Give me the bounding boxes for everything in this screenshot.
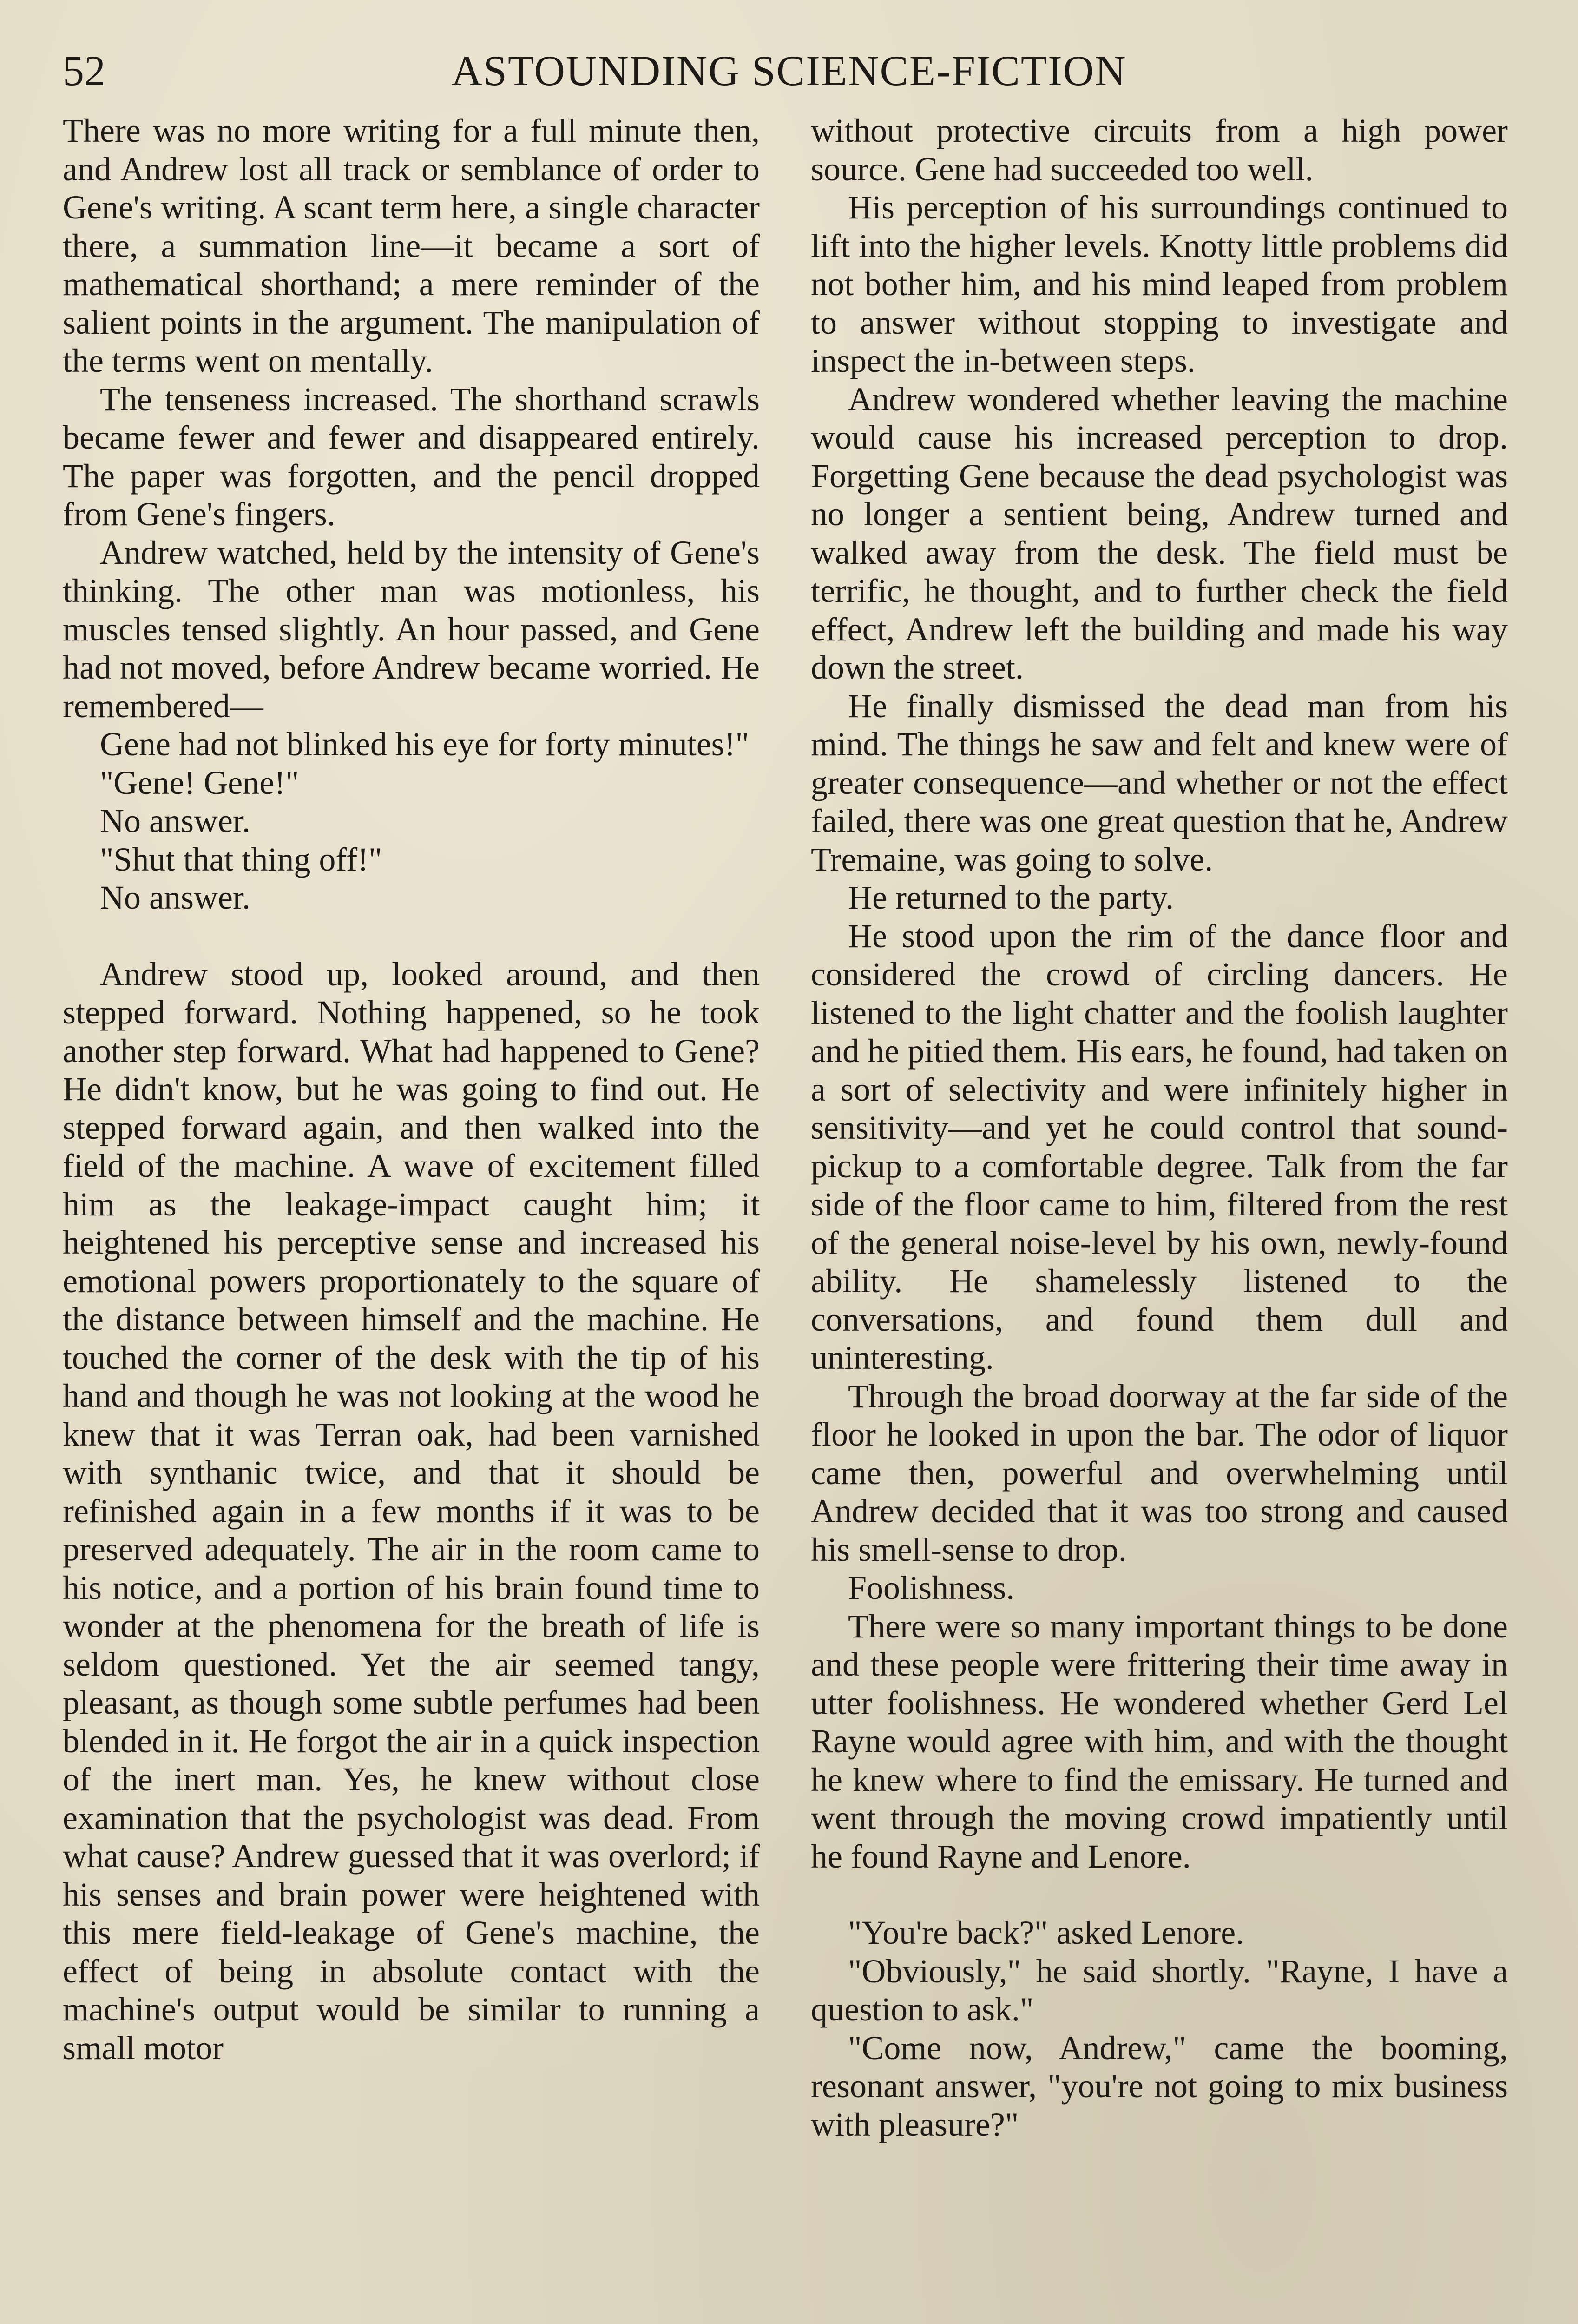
paragraph: "Obviously," he said shortly. "Rayne, I have a question to ask." xyxy=(811,1952,1508,2028)
left-column xyxy=(63,112,760,2067)
paragraph: No answer. xyxy=(100,802,250,839)
paragraph: His perception of his surroundings continued to lift into the higher levels. Knotty little problems did not bother him, and his mind leaped from problem to answer without stopping to investigate and inspect the in-between steps. xyxy=(811,189,1508,379)
paragraph: He returned to the party. xyxy=(848,879,1174,916)
paragraph: Through the broad doorway at the far side of the floor he looked in upon the bar. The odor of liquor came then, powerful and overwhelming until Andrew decided that it was too strong and caused his smell-sense to drop. xyxy=(811,1377,1508,1568)
paragraph: There was no more writing for a full minute then, and Andrew lost all track or semblance of order to Gene's writing. A scant term here, a single character there, a summation line—it became a sort of mathematical shorthand; a mere reminder of the salient points in the argument. The manipulation of the terms went on mentally. xyxy=(63,112,760,379)
paragraph: without protective circuits from a high power source. Gene had succeeded too well. xyxy=(811,112,1508,188)
right-column xyxy=(811,112,1508,2144)
paragraph: He finally dismissed the dead man from his mind. The things he saw and felt and knew were of greater consequence—and whether or not the effect failed, there was one great question that he, Andrew Tremaine, was going to solve. xyxy=(811,687,1508,878)
paragraph: There were so many important things to be done and these people were frittering their time away in utter foolishness. He wondered whether Gerd Lel Rayne would agree with him, and with the thought he knew where to find the emissary. He turned and went through the moving crowd impatiently until he found Rayne and Lenore. xyxy=(811,1607,1508,1875)
paragraph: "Gene! Gene!" xyxy=(100,764,299,801)
paragraph: Andrew stood up, looked around, and then stepped forward. Nothing happened, so he took another step forward. What had happened to Gene? He didn't know, but he was going to find out. He stepped forward again, and then walked into the field of the machine. A wave of excitement filled him as the leakage-impact caught him; it heightened his perceptive sense and increased his emotional powers proportionately to the square of the distance between himself and the machine. He touched the corner of the desk with the tip of his hand and though he was not looking at the wood he knew that it was Terran oak, had been varnished with synthanic twice, and that it should be refinished again in a few months if it was to be preserved adequately. The air in the room came to his notice, and a portion of his brain found time to wonder at the phenomena for the breath of life is seldom questioned. Yet the air seemed tangy, pleasant, as though some subtle perfumes had been blended in it. He forgot the air in a quick inspection of the inert man. Yes, he knew without close examination that the psychologist was dead. From what cause? Andrew guessed that it was overlord; if his senses and brain power were heightened with this mere field-leakage of Gene's machine, the effect of being in absolute contact with the machine's output would be similar to running a small motor xyxy=(63,955,760,2067)
paragraph: He stood upon the rim of the dance floor and considered the crowd of circling dancers. He listened to the light chatter and the foolish laughter and he pitied them. His ears, he found, had taken on a sort of selectivity and were infinitely higher in sensitivity—and yet he could control that sound-pickup to a comfortable degree. Talk from the far side of the floor came to him, filtered from the rest of the general noise-level by his own, newly-found ability. He shamelessly listened to the conversations, and found them dull and uninteresting. xyxy=(811,917,1508,1376)
paragraph: Foolishness. xyxy=(848,1569,1015,1606)
page-header xyxy=(63,40,1515,102)
page-number: 52 xyxy=(63,47,105,94)
paragraph: Andrew watched, held by the intensity of Gene's thinking. The other man was motionless, his muscles tensed slightly. An hour passed, and Gene had not moved, before Andrew became worried. He remembered— xyxy=(63,534,760,725)
paragraph: The tenseness increased. The shorthand scrawls became fewer and fewer and disappeared entirely. The paper was forgotten, and the pencil dropped from Gene's fingers. xyxy=(63,380,760,533)
paragraph: No answer. xyxy=(100,879,250,916)
paragraph: Gene had not blinked his eye for forty minutes!" xyxy=(100,726,750,763)
paragraph: "Shut that thing off!" xyxy=(100,840,382,878)
paragraph: "Come now, Andrew," came the booming, resonant answer, "you're not going to mix business with pleasure?" xyxy=(811,2029,1508,2143)
running-title: ASTOUNDING SCIENCE-FICTION xyxy=(451,47,1127,94)
paragraph: "You're back?" asked Lenore. xyxy=(848,1914,1244,1951)
paragraph: Andrew wondered whether leaving the machine would cause his increased perception to drop. Forgetting Gene because the dead psychologist was no longer a sentient being, Andrew turned and walked away from the desk. The field must be terrific, he thought, and to further check the field effect, Andrew left the building and made his way down the street. xyxy=(811,380,1508,686)
